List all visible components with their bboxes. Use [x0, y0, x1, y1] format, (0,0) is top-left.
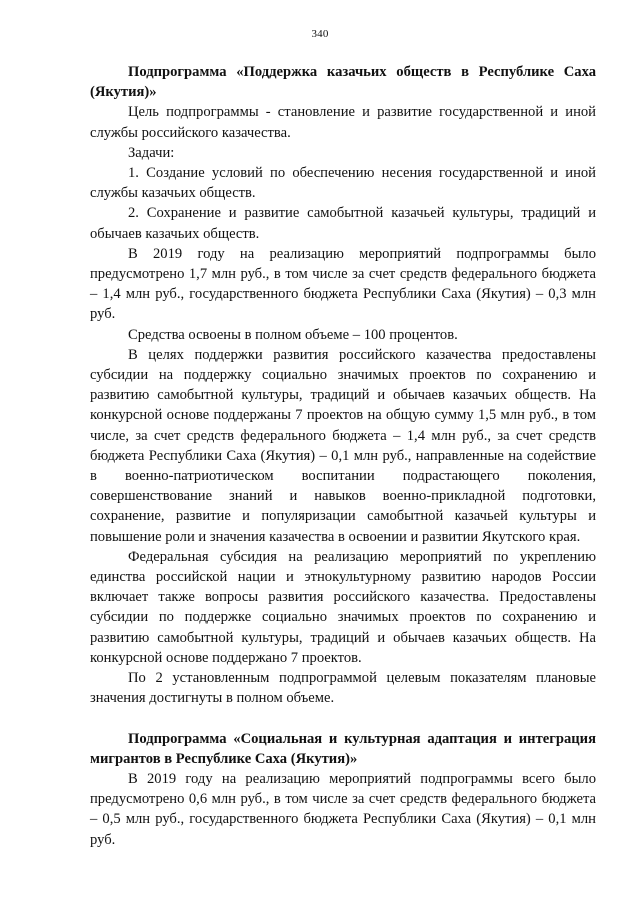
paragraph-task-2: 2. Сохранение и развитие самобытной казачьей культуры, традиций и обычаев казачьих обществ. — [90, 205, 596, 242]
paragraph-task-1: 1. Создание условий по обеспечению несения государственной и иной службы казачьих обществ. — [90, 165, 596, 202]
paragraph-goal: Цель подпрограммы - становление и развитие государственной и иной службы российского казачества. — [90, 104, 596, 141]
page-number: 340 — [311, 28, 329, 40]
paragraph-migrant-funding-2019: В 2019 году на реализацию мероприятий подпрограммы всего было предусмотрено 0,6 млн руб., в том числе за счет средств федерального бюджета – 0,5 млн руб., государственного бюджета Республики Саха (Якутия) – 0,1 млн руб. — [90, 770, 596, 848]
paragraph-funding-2019: В 2019 году на реализацию мероприятий подпрограммы было предусмотрено 1,7 млн руб., в том числе за счет средств федерального бюджета – 1,4 млн руб., государственного бюджета Республики Саха (Якутия) – 0,3 млн руб. — [90, 245, 596, 323]
paragraph-tasks-label: Задачи: — [128, 144, 175, 161]
paragraph-targets-achieved: По 2 установленным подпрограммой целевым показателям плановые значения достигнуты в полном объеме. — [90, 670, 596, 707]
page-content — [90, 62, 596, 850]
paragraph-subsidies-support: В целях поддержки развития российского казачества предоставлены субсидии на поддержку социально значимых проектов по сохранению и развитию самобытной культуры, традиций и обычаев казачьих обществ. На конкурсной основе поддержаны 7 проектов на общую сумму 1,5 млн руб., в том числе, за счет средств федерального бюджета – 1,4 млн руб., за счет средств бюджета Республики Саха (Якутия) – 0,1 млн руб., направленные на содействие в военно-патриотическом воспитании подрастающего поколения, совершенствование знаний и навыков военно-прикладной подготовки, сохранение, развитие и популяризации самобытной казачьей культуры и повышение роли и значения казачества в освоении и развитии Якутского края. — [90, 346, 596, 545]
paragraph-federal-subsidy: Федеральная субсидия на реализацию мероприятий по укреплению единства российской нации и этнокультурному развитию народов России включает также вопросы развития российского казачества. Предоставлены субсидии по поддержке социально значимых проектов по сохранению и развитию самобытной культуры, традиций и обычаев казачьих обществ. На конкурсной основе поддержано 7 проектов. — [90, 548, 596, 666]
paragraph-funds-spent: Средства освоены в полном объеме – 100 процентов. — [128, 326, 458, 343]
section-heading-cossack-societies: Подпрограмма «Поддержка казачьих обществ в Республике Саха (Якутия)» — [90, 64, 596, 101]
section-heading-migrant-adaptation: Подпрограмма «Социальная и культурная адаптация и интеграция мигрантов в Республике Саха (Якутия)» — [90, 730, 596, 767]
